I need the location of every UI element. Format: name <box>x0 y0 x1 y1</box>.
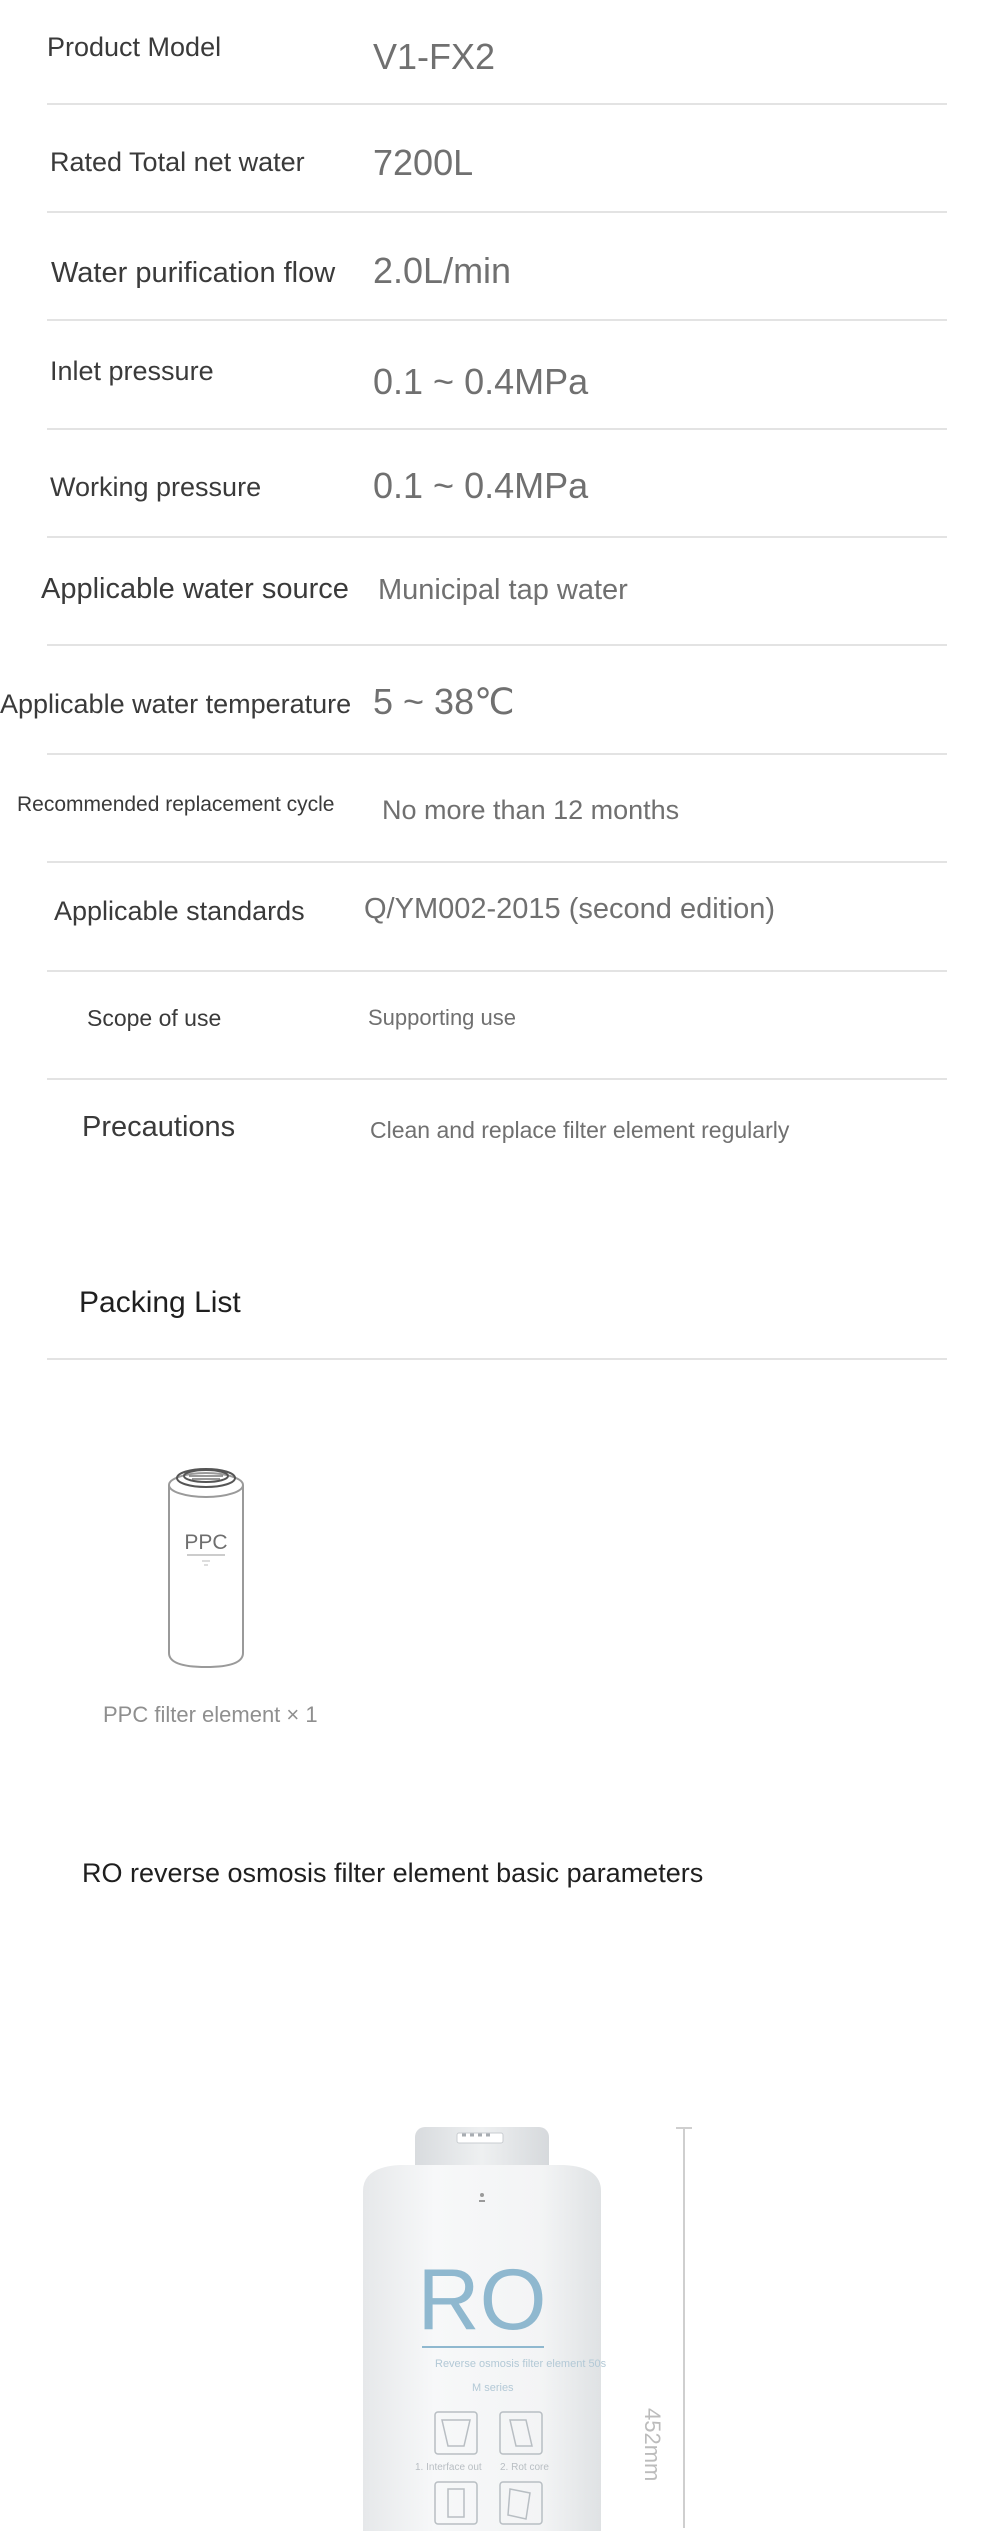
divider <box>47 970 947 972</box>
spec-label-working-pressure: Working pressure <box>50 472 262 502</box>
divider <box>47 536 947 538</box>
spec-value-precautions: Clean and replace filter element regularly <box>370 1117 790 1143</box>
spec-value-applicable-water-source: Municipal tap water <box>378 574 628 606</box>
spec-label-applicable-standards: Applicable standards <box>54 896 305 926</box>
ppc-filter-caption: PPC filter element × 1 <box>103 1702 318 1727</box>
spec-label-precautions: Precautions <box>82 1111 236 1143</box>
ppc-filter-illustration <box>166 1465 246 1670</box>
spec-value-rated-total-net-water: 7200L <box>373 142 474 183</box>
packing-list-title: Packing List <box>79 1286 241 1319</box>
divider <box>47 428 947 430</box>
ro-series: M series <box>472 2382 514 2394</box>
spec-value-product-model: V1-FX2 <box>373 36 496 77</box>
ro-letters: RO <box>417 2252 547 2348</box>
spec-label-scope-of-use: Scope of use <box>87 1005 222 1031</box>
divider <box>47 644 947 646</box>
divider <box>47 1358 947 1360</box>
spec-value-inlet-pressure: 0.1 ~ 0.4MPa <box>373 361 589 402</box>
spec-value-recommended-replacement-cycle: No more than 12 months <box>382 795 680 825</box>
spec-label-applicable-water-temperature: Applicable water temperature <box>0 689 352 719</box>
ro-step2-label: 2. Rot core <box>500 2462 549 2473</box>
ro-dimension-label: 452mm <box>640 2408 665 2482</box>
spec-value-applicable-standards: Q/YM002-2015 (second edition) <box>364 893 776 925</box>
spec-label-applicable-water-source: Applicable water source <box>41 573 349 605</box>
spec-label-inlet-pressure: Inlet pressure <box>50 356 214 386</box>
spec-label-rated-total-net-water: Rated Total net water <box>50 147 305 177</box>
spec-value-working-pressure: 0.1 ~ 0.4MPa <box>373 465 589 506</box>
ro-subtitle: Reverse osmosis filter element 50s <box>435 2358 607 2370</box>
ro-parameters-title: RO reverse osmosis filter element basic parameters <box>82 1858 704 1888</box>
ro-filter-illustration <box>360 2121 620 2531</box>
divider <box>47 861 947 863</box>
ro-height-dimension <box>672 2128 696 2528</box>
divider <box>47 753 947 755</box>
ro-step1-label: 1. Interface out <box>415 2462 482 2473</box>
ppc-label: PPC <box>184 1531 228 1554</box>
spec-label-product-model: Product Model <box>47 32 222 62</box>
spec-value-scope-of-use: Supporting use <box>368 1005 516 1030</box>
spec-value-water-purification-flow: 2.0L/min <box>373 250 512 291</box>
divider <box>47 1078 947 1080</box>
divider <box>47 319 947 321</box>
spec-label-recommended-replacement-cycle: Recommended replacement cycle <box>17 793 335 816</box>
divider <box>47 211 947 213</box>
spec-value-applicable-water-temperature: 5 ~ 38℃ <box>373 681 515 722</box>
divider <box>47 103 947 105</box>
spec-label-water-purification-flow: Water purification flow <box>51 257 336 289</box>
